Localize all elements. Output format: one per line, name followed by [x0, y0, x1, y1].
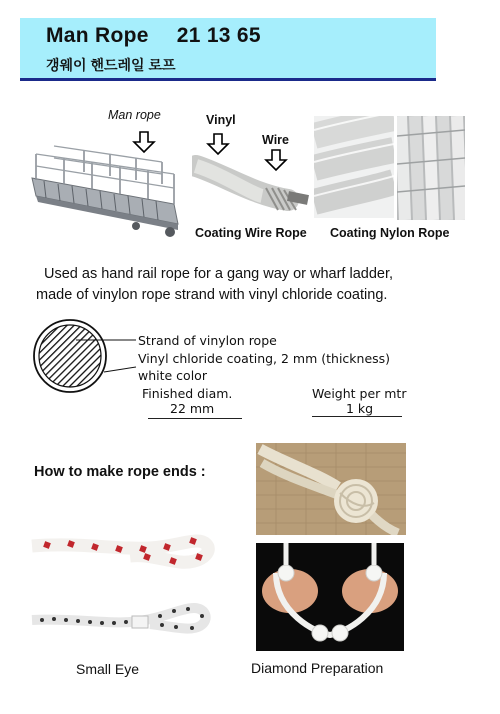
rope-ends-heading: How to make rope ends : [34, 464, 206, 480]
down-arrow-icon [134, 132, 154, 152]
small-eye-caption: Small Eye [76, 661, 140, 677]
nylon-rope-photo-left [314, 116, 394, 218]
color-label: white color [138, 368, 207, 383]
small-eye-photo [30, 508, 216, 642]
korean-subtitle: 갱웨이 핸드레일 로프 [46, 57, 176, 73]
coating-wire-rope-caption: Coating Wire Rope [195, 226, 307, 240]
diam-value: 22 mm [170, 401, 215, 416]
knot-photo [256, 443, 406, 535]
weight-value: 1 kg [346, 401, 374, 416]
vinyl-label: Vinyl [206, 113, 236, 127]
diamond-preparation-photo [256, 543, 404, 651]
diam-underline [148, 418, 242, 419]
description-line-1: Used as hand rail rope for a gang way or wharf ladder, [44, 266, 394, 282]
nylon-rope-photo-right [397, 116, 465, 220]
page-title [46, 24, 261, 48]
cross-section-diagram [26, 316, 146, 396]
wire-arrow-icon [266, 150, 286, 170]
vinyl-arrow-icon [208, 134, 228, 154]
diamond-preparation-caption: Diamond Preparation [251, 660, 384, 676]
diam-label: Finished diam. [142, 386, 233, 401]
weight-label: Weight per mtr [312, 386, 407, 401]
man-rope-label: Man rope [108, 108, 161, 122]
title-text: Man Rope [46, 24, 149, 47]
weight-underline [312, 416, 402, 417]
coating-nylon-rope-caption: Coating Nylon Rope [330, 226, 450, 240]
gangway-photo [24, 110, 192, 240]
wire-label: Wire [262, 133, 289, 147]
description-line-2: made of vinylon rope strand with vinyl chloride coating. [36, 287, 388, 303]
strand-core [39, 325, 101, 387]
product-code: 21 13 65 [176, 24, 261, 47]
coating-wire-rope-photo [192, 130, 314, 222]
header-rule [20, 78, 436, 81]
coating-label: Vinyl chloride coating, 2 mm (thickness) [138, 351, 391, 366]
strand-label: Strand of vinylon rope [138, 333, 277, 348]
description [36, 264, 476, 306]
